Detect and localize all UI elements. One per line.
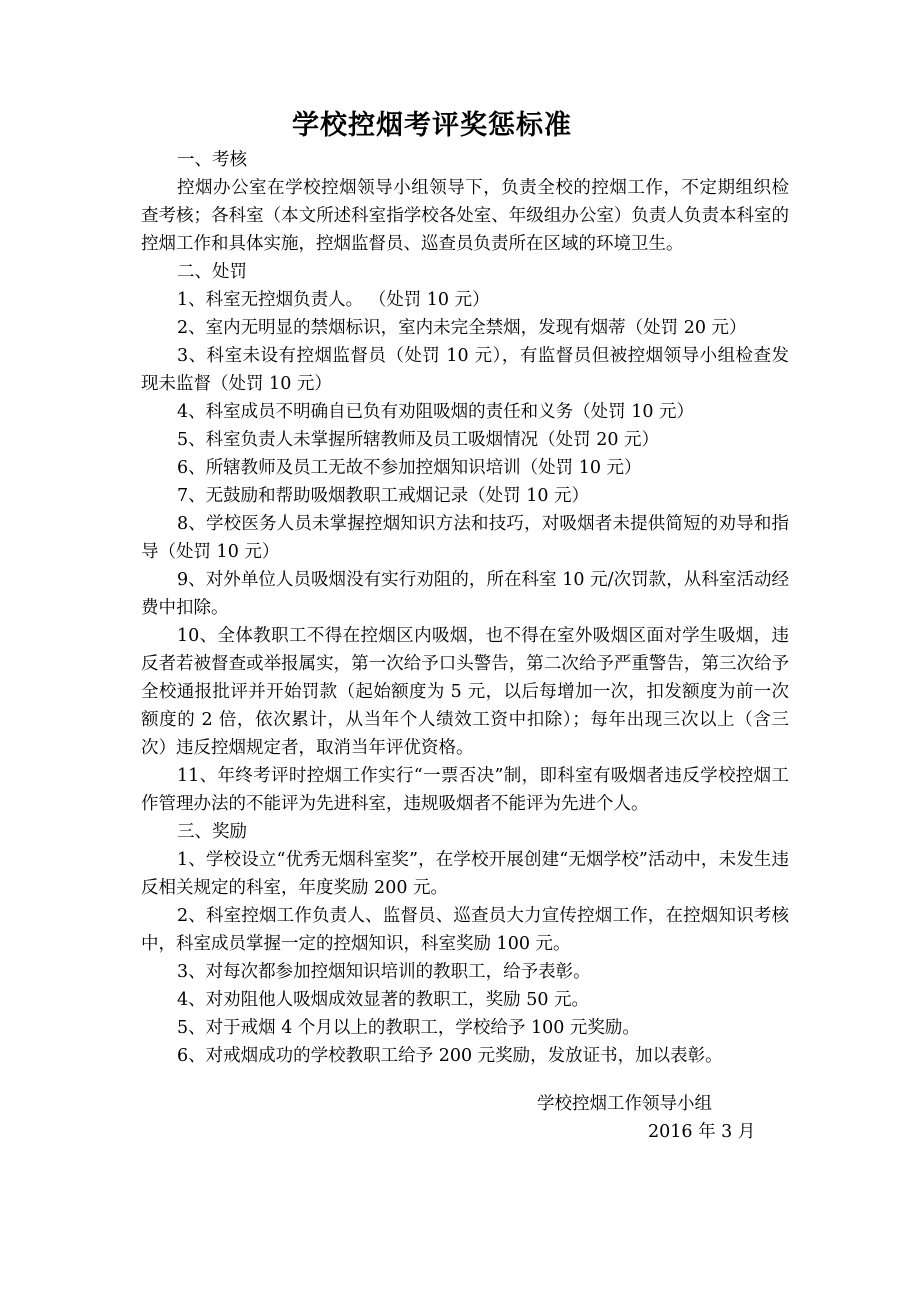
penalty-item-4: 4、科室成员不明确自已负有劝阻吸烟的责任和义务（处罚 10 元） <box>177 402 695 422</box>
signature-date: 2016 年 3 月 <box>648 1122 756 1142</box>
reward-item-1: 1、学校设立“优秀无烟科室奖”，在学校开展创建“无烟学校”活动中，未发生违反相关规定的科室，年度奖励 200 元。 <box>141 850 789 898</box>
penalty-item-9: 9、对外单位人员吸烟没有实行劝阻的，所在科室 10 元/次罚款，从科室活动经费中扣除。 <box>141 570 789 618</box>
penalty-item-3: 3、科室未设有控烟监督员（处罚 10 元），有监督员但被控烟领导小组检查发现未监督（处罚 10 元） <box>141 346 789 394</box>
penalty-item-1: 1、科室无控烟负责人。 （处罚 10 元） <box>177 290 490 310</box>
reward-item-6: 6、对戒烟成功的学校教职工给予 200 元奖励，发放证书，加以表彰。 <box>177 1046 723 1066</box>
penalty-item-10: 10、全体教职工不得在控烟区内吸烟，也不得在室外吸烟区面对学生吸烟，违反者若被督查或举报属实，第一次给予口头警告，第二次给予严重警告，第三次给予全校通报批评并开始罚款（起始额度为 5 元，以后每增加一次，扣发额度为前一次额度的 2 倍，依次累计，从当年个人绩效工资中扣除）；每年出现三次以上（含三次）违反控烟规定者，取消当年评优资格。 <box>141 626 789 758</box>
document-title: 学校控烟考评奖惩标准 <box>292 110 572 141</box>
penalty-item-5: 5、科室负责人未掌握所辖教师及员工吸烟情况（处罚 20 元） <box>177 430 660 450</box>
reward-item-2: 2、科室控烟工作负责人、监督员、巡查员大力宣传控烟工作，在控烟知识考核中，科室成员掌握一定的控烟知识，科室奖励 100 元。 <box>141 906 789 954</box>
reward-item-3: 3、对每次都参加控烟知识培训的教职工，给予表彰。 <box>177 962 591 982</box>
penalty-item-11: 11、年终考评时控烟工作实行“一票否决”制，即科室有吸烟者违反学校控烟工作管理办法的不能评为先进科室，违规吸烟者不能评为先进个人。 <box>141 766 789 814</box>
reward-item-5: 5、对于戒烟 4 个月以上的教职工，学校给予 100 元奖励。 <box>177 1018 640 1038</box>
section-heading-penalties: 二、处罚 <box>177 262 247 282</box>
paragraph-assessment: 控烟办公室在学校控烟领导小组领导下，负责全校的控烟工作，不定期组织检查考核；各科室（本文所述科室指学校各处室、年级组办公室）负责人负责本科室的控烟工作和具体实施，控烟监督员、巡查员负责所在区域的环境卫生。 <box>141 178 789 254</box>
section-heading-assessment: 一、考核 <box>177 150 247 170</box>
document-body <box>141 146 789 1070</box>
reward-item-4: 4、对劝阻他人吸烟成效显著的教职工，奖励 50 元。 <box>177 990 590 1010</box>
signature-organization: 学校控烟工作领导小组 <box>537 1094 712 1114</box>
section-heading-rewards: 三、奖励 <box>177 822 247 842</box>
penalty-item-7: 7、无鼓励和帮助吸烟教职工戒烟记录（处罚 10 元） <box>177 486 590 506</box>
penalty-item-8: 8、学校医务人员未掌握控烟知识方法和技巧，对吸烟者未提供简短的劝导和指导（处罚 10 元） <box>141 514 789 562</box>
penalty-item-2: 2、室内无明显的禁烟标识，室内未完全禁烟，发现有烟蒂（处罚 20 元） <box>177 318 747 338</box>
penalty-item-6: 6、所辖教师及员工无故不参加控烟知识培训（处罚 10 元） <box>177 458 642 478</box>
